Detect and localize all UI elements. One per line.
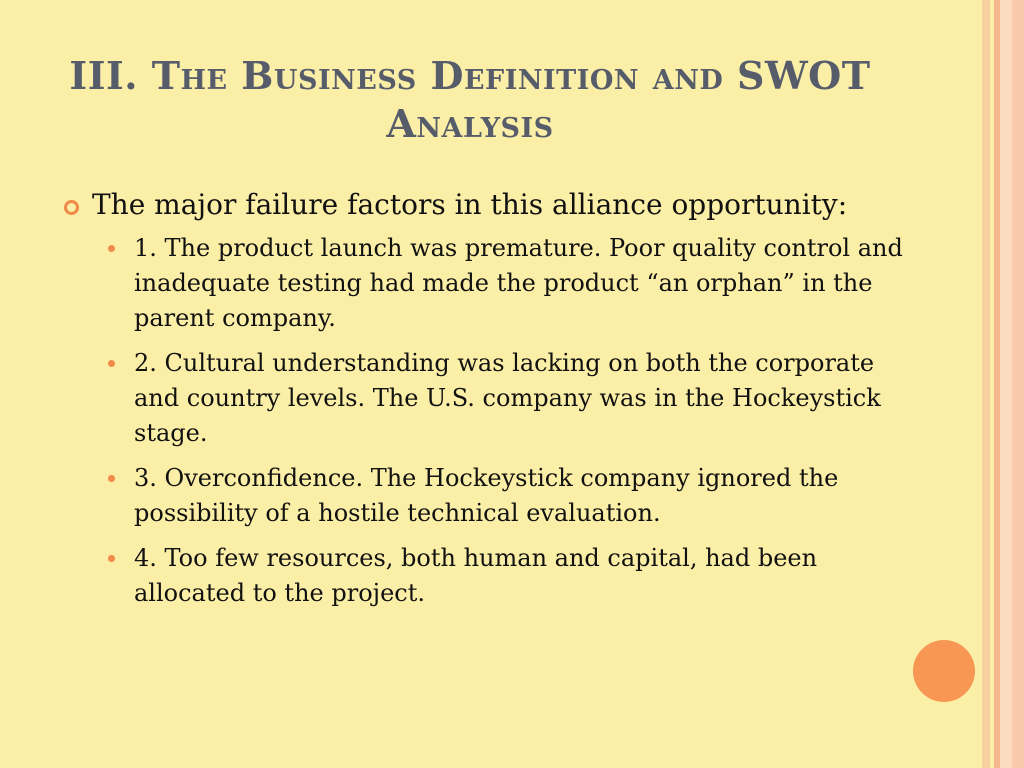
slide-title: III. The Business Definition and SWOT Analysis — [69, 53, 871, 146]
dot-bullet-icon — [108, 360, 115, 367]
dot-bullet-icon — [108, 245, 115, 252]
sub-bullet-item — [108, 231, 920, 336]
decorative-circle — [913, 640, 975, 702]
sub-bullet-item — [108, 541, 920, 611]
decorative-stripe — [1000, 0, 1012, 768]
decorative-stripe — [982, 0, 990, 768]
sub-bullet-text: 4. Too few resources, both human and capital, had been allocated to the project. — [134, 544, 818, 607]
sub-bullet-item — [108, 461, 920, 531]
sub-bullet-item — [108, 346, 920, 451]
main-bullet-item — [60, 186, 920, 223]
main-bullet-text: The major failure factors in this alliance opportunity: — [92, 188, 848, 221]
slide-content — [60, 186, 920, 621]
sub-bullet-text: 1. The product launch was premature. Poor quality control and inadequate testing had made the product “an orphan” in the parent company. — [134, 234, 903, 332]
decorative-stripe — [1012, 0, 1024, 768]
sub-bullet-text: 2. Cultural understanding was lacking on both the corporate and country levels. The U.S. company was in the Hockeystick stage. — [134, 349, 881, 447]
ring-bullet-icon — [64, 200, 79, 215]
sub-bullet-text: 3. Overconfidence. The Hockeystick company ignored the possibility of a hostile technical evaluation. — [134, 464, 839, 527]
dot-bullet-icon — [108, 555, 115, 562]
dot-bullet-icon — [108, 475, 115, 482]
sub-bullet-list — [60, 231, 920, 611]
